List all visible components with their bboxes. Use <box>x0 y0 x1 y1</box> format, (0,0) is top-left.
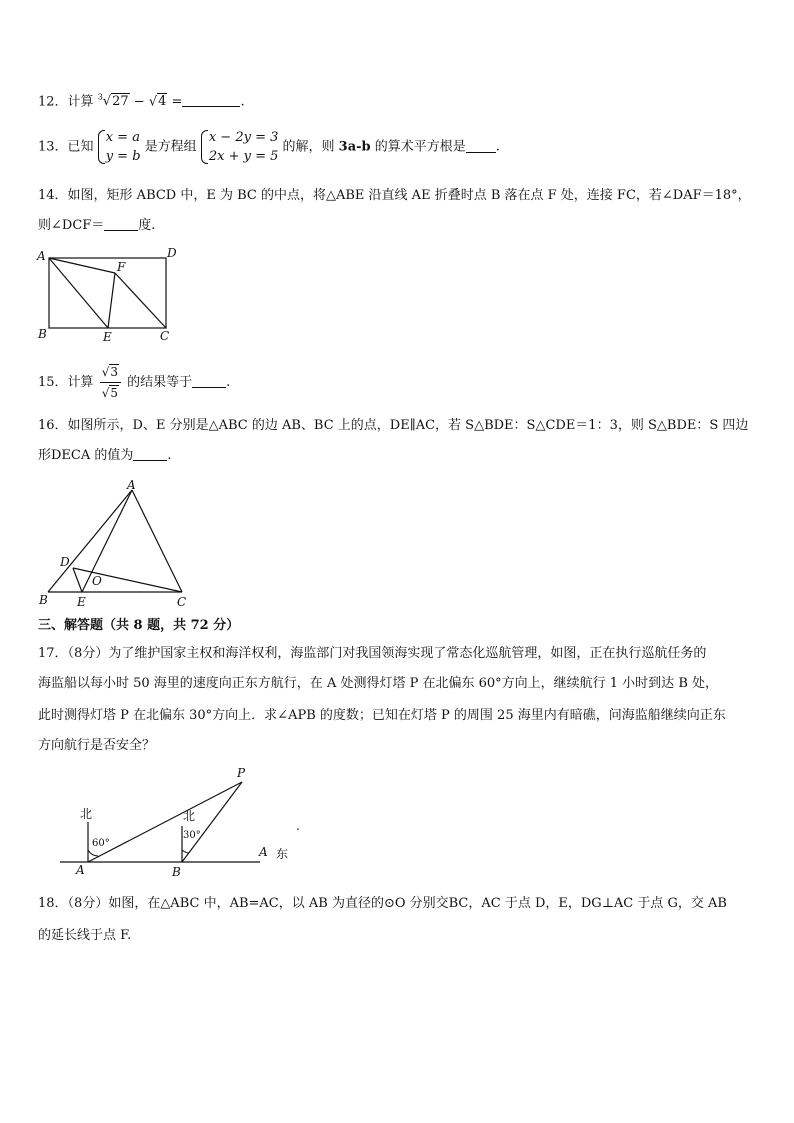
line-fe <box>108 273 115 328</box>
east-label: 东 <box>276 847 289 861</box>
answer-blank[interactable] <box>466 138 496 153</box>
question-16: 16．如图所示，D、E 分别是△ABC 的边 AB、BC 上的点，DE∥AC，若 S△BDE：S△CDE＝1：3，则 S△BDE：S 四边 <box>38 418 749 433</box>
label-a-east: A <box>259 845 268 859</box>
label-b: B <box>39 593 48 607</box>
question-13: 13．已知 x = a y = b 是方程组 x − 2y = 3 2x + y = 5 的解，则 3a-b 的算术平方根是 . <box>38 130 500 164</box>
question-12: 12．计算 $^3$√27 − √4 = . <box>38 93 245 110</box>
question-17-line1: 17．（8分）为了维护国家主权和海洋权利，海监部门对我国领海实现了常态化巡航管理，如图，正在执行巡航任务的 <box>38 646 707 661</box>
line-ae <box>49 258 108 328</box>
label-a: A <box>37 249 46 263</box>
question-17-line4: 方向航行是否安全？ <box>38 738 156 753</box>
label-b: B <box>172 865 181 879</box>
question-14-line2: 则∠DCF＝ 度. <box>38 218 156 233</box>
answer-blank[interactable] <box>182 92 240 107</box>
label-a: A <box>127 478 136 492</box>
question-17-line2: 海监船以每小时 50 海里的速度向正东方航行，在 A 处测得灯塔 P 在北偏东 60°方向上，继续航行 1 小时到达 B 处， <box>38 676 718 691</box>
label-f: F <box>117 260 126 274</box>
line-fc <box>115 273 166 328</box>
label-d: D <box>167 246 177 260</box>
equation-system: x − 2y = 3 2x + y = 5 <box>201 128 279 166</box>
question-15: 15．计算 $\frac{√3}{√5}$ 的结果等于 . <box>38 362 758 403</box>
label-e: E <box>77 595 86 609</box>
rectangle-abcd <box>49 258 166 328</box>
angle-60-label: 60° <box>92 838 110 849</box>
question-16-line2: 形DECA 的值为 . <box>38 448 172 463</box>
label-o: O <box>92 574 102 588</box>
section-heading: 三、解答题（共 8 题，共 72 分） <box>38 618 240 633</box>
question-18-line2: 的延长线于点 F. <box>38 928 132 943</box>
question-17-line3: 此时测得灯塔 P 在北偏东 30°方向上．求∠APB 的度数；已知在灯塔 P 的周围 25 海里内有暗礁，问海监船继续向正东 <box>38 708 726 723</box>
triangle-figure <box>36 478 196 612</box>
label-c: C <box>160 329 170 342</box>
north-label-a: 北 <box>80 807 93 821</box>
label-d: D <box>60 555 70 569</box>
navigation-figure <box>50 762 310 880</box>
answer-blank[interactable] <box>104 216 138 231</box>
label-b: B <box>38 327 47 341</box>
label-c: C <box>177 595 187 609</box>
label-a: A <box>76 863 85 877</box>
north-label-b: 北 <box>183 809 196 823</box>
sqrt-4: √4 <box>148 94 167 110</box>
label-e: E <box>103 330 112 342</box>
angle-30-label: 30° <box>183 830 201 841</box>
side-ac <box>132 490 182 592</box>
question-18-line1: 18．（8分）如图，在△ABC 中，AB=AC，以 AB 为直径的⊙O 分别交BC，AC 于点 D，E，DG⊥AC 于点 G，交 AB <box>38 896 727 911</box>
answer-blank[interactable] <box>192 373 226 388</box>
line-de <box>73 568 82 592</box>
answer-blank[interactable] <box>133 446 167 461</box>
line-af <box>49 258 115 273</box>
angle-arc-b <box>182 850 189 853</box>
solution-system: x = a y = b <box>98 128 141 166</box>
rectangle-figure <box>34 244 184 342</box>
stray-dot: . <box>296 819 300 833</box>
line-ap <box>88 782 242 862</box>
fraction-sqrt3-over-sqrt5: $\frac{√3}{√5}$ <box>100 362 121 403</box>
angle-arc-a <box>88 850 98 856</box>
label-p: P <box>237 766 246 780</box>
question-14: 14．如图，矩形 ABCD 中，E 为 BC 的中点，将△ABE 沿直线 AE 折叠时点 B 落在点 F 处，连接 FC，若∠DAF＝18°， <box>38 188 751 203</box>
cube-root-27: $^3$√27 <box>97 93 129 110</box>
line-dc <box>73 568 182 592</box>
